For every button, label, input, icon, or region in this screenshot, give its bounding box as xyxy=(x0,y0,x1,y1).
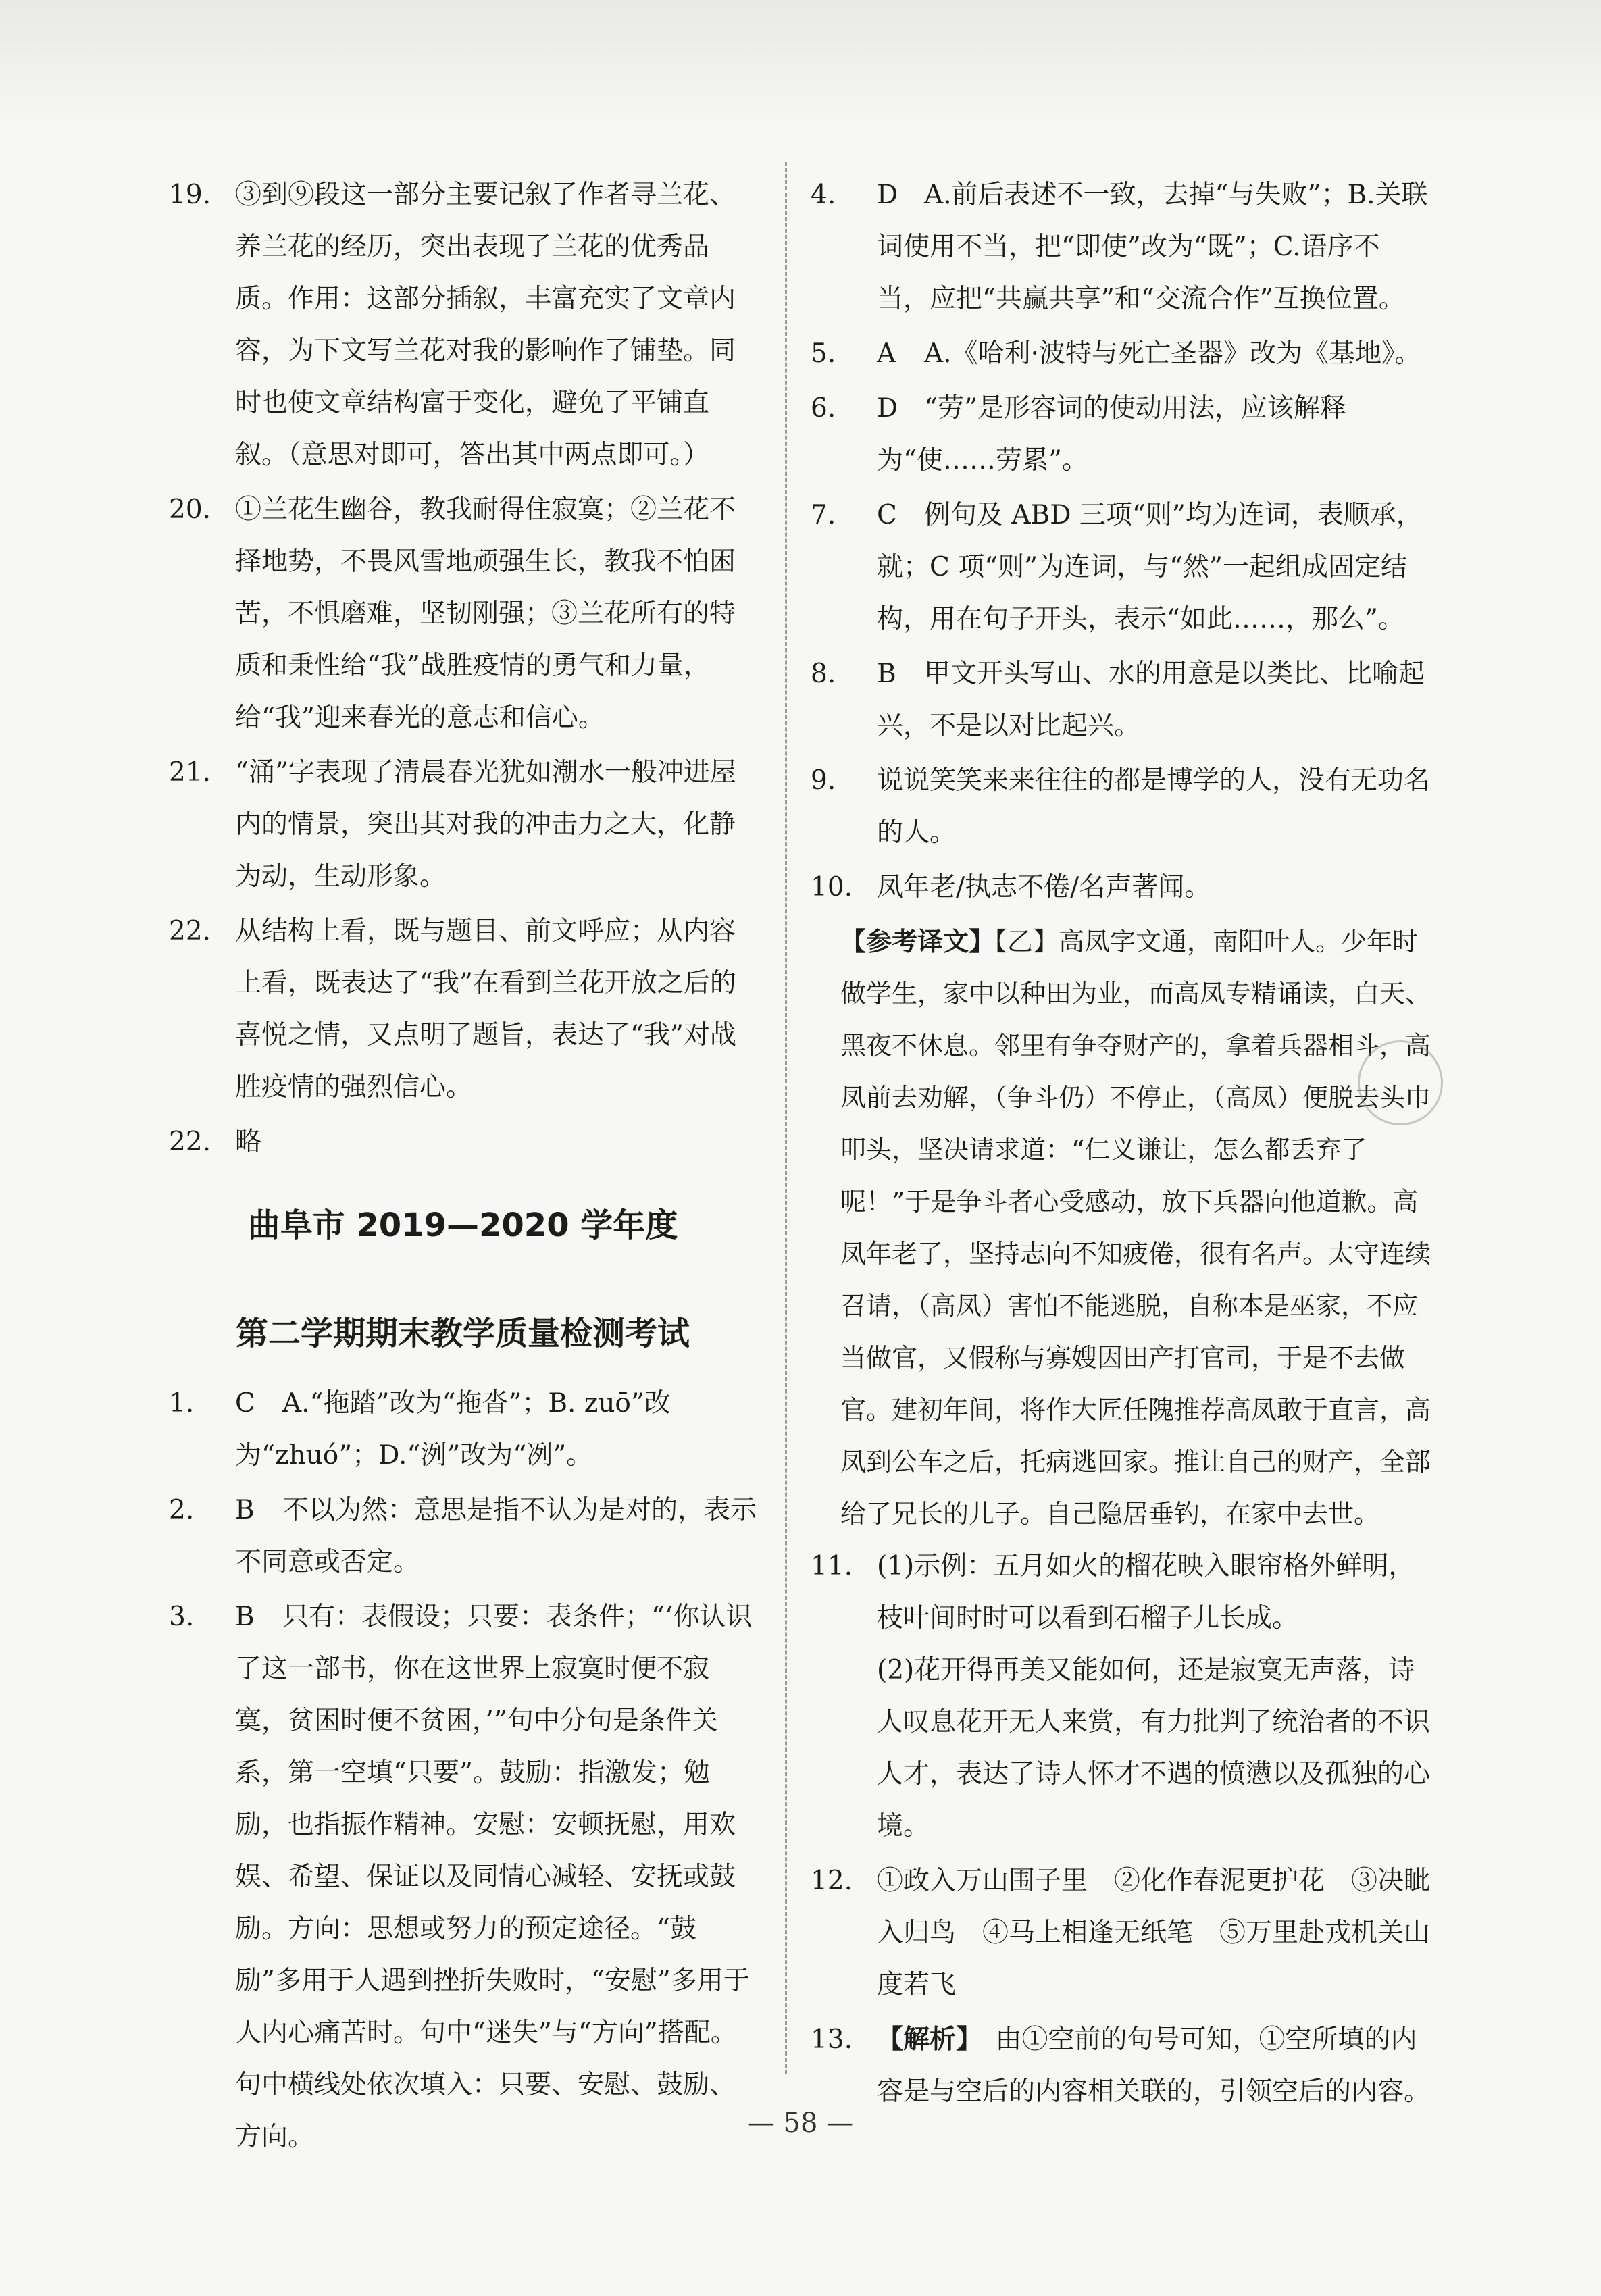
answer-choice: B xyxy=(877,659,896,689)
answer-3 xyxy=(169,1591,757,2163)
item-text: “涌”字表现了清晨春光犹如潮水一般冲进屋内的情景，突出其对我的冲击力之大，化静为动，生动形象。 xyxy=(235,757,736,892)
item-text: 由①空前的句号可知，①空所填的内容是与空后的内容相关联的，引领空后的内容。 xyxy=(877,2024,1431,2107)
item-number: 3. xyxy=(169,1602,195,1632)
item-number: 4. xyxy=(811,180,836,210)
item-number: 12. xyxy=(811,1866,853,1896)
watermark-stamp xyxy=(1358,1040,1443,1125)
item-number: 6. xyxy=(811,393,836,424)
column-divider xyxy=(785,162,787,2074)
answer-choice: C xyxy=(877,500,897,530)
item-text: 甲文开头写山、水的用意是以类比、比喻起兴，不是以对比起兴。 xyxy=(877,659,1425,741)
answer-choice: D xyxy=(877,180,898,210)
item-number: 2. xyxy=(169,1495,195,1525)
item-text: 只有：表假设；只要：表条件；“‘你认识了这一部书，你在这世界上寂寞时便不寂寞，贫困时便不贫困，’”句中分句是条件关系，第一空填“只要”。鼓励：指激发；勉励，也指振作精神。安慰：安顿抚慰，用欢娱、希望、保证以及同情心减轻、安抚或鼓励。方向：思想或努力的预定途径。“鼓励”多用于人遇到挫折失败时，“安慰”多用于人内心痛苦时。句中“迷失”与“方向”搭配。句中横线处依次填入：只要、安慰、鼓励、方向。 xyxy=(235,1602,753,2152)
reference-translation xyxy=(811,916,1432,1540)
item-number: 20. xyxy=(169,494,211,525)
answer-2 xyxy=(169,1484,757,1588)
section-title-year: 曲阜市 2019—2020 学年度 xyxy=(247,1206,678,1244)
item-text: 略 xyxy=(235,1127,262,1157)
answer-5 xyxy=(811,328,1432,380)
answer-6 xyxy=(811,382,1432,486)
answer-9 xyxy=(811,755,1432,859)
item-text: 说说笑笑来来往往的都是博学的人，没有无功名的人。 xyxy=(877,765,1431,848)
item-text: 凤年老/执志不倦/名声著闻。 xyxy=(877,872,1211,902)
answer-8 xyxy=(811,648,1432,752)
answer-21 xyxy=(169,746,757,902)
item-number: 21. xyxy=(169,757,211,788)
answer-1 xyxy=(169,1377,757,1481)
translation-text: 【乙】高凤字文通，南阳叶人。少年时做学生，家中以种田为业，而高凤专精诵读，白天、黑夜不休息。邻里有争夺财产的，拿着兵器相斗，高凤前去劝解，（争斗仍）不停止，（高凤）便脱去头巾叩头，坚决请求道：“仁义谦让，怎么都丢弃了呢！”于是争斗者心受感动，放下兵器向他道歉。高凤年老了，坚持志向不知疲倦，很有名声。太守连续召请，（高凤）害怕不能逃脱，自称本是巫家，不应当做官，又假称与寡嫂因田产打官司，于是不去做官。建初年间，将作大匠任隗推荐高凤敢于直言，高凤到公车之后，托病逃回家。推让自己的财产，全部给了兄长的儿子。自己隐居垂钓，在家中去世。 xyxy=(840,927,1431,1529)
left-column xyxy=(169,169,757,2166)
answer-7 xyxy=(811,489,1432,645)
item-number: 1. xyxy=(169,1388,195,1419)
page-number: — 58 — xyxy=(747,2108,854,2139)
answer-choice: D xyxy=(877,393,898,424)
item-text: 例句及 ABD 三项“则”均为连词，表顺承，就；C 项“则”为连词，与“然”一起组成固定结构，用在句子开头，表示“如此……，那么”。 xyxy=(877,500,1423,634)
item-text-2: (2)花开得再美又能如何，还是寂寞无声落，诗人叹息花开无人来赏，有力批判了统治者的不识人才，表达了诗人怀才不遇的愤懑以及孤独的心境。 xyxy=(877,1655,1431,1841)
item-text: “劳”是形容词的使动用法，应该解释为“使……劳累”。 xyxy=(877,393,1346,476)
answer-20 xyxy=(169,484,757,744)
answer-12 xyxy=(811,1855,1432,2011)
item-number: 9. xyxy=(811,765,836,796)
analysis-tag: 【解析】 xyxy=(877,2024,969,2055)
answer-4 xyxy=(811,169,1432,325)
item-text: (1)示例：五月如火的榴花映入眼帘格外鲜明，枝叶间时时可以看到石榴子儿长成。 xyxy=(877,1551,1415,1633)
answer-11 xyxy=(811,1540,1432,1852)
answer-19 xyxy=(169,169,757,481)
answer-choice: C xyxy=(235,1388,255,1419)
answer-22 xyxy=(169,905,757,1113)
answer-13 xyxy=(811,2014,1432,2118)
item-text: 不以为然：意思是指不认为是对的，表示不同意或否定。 xyxy=(235,1495,757,1577)
section-title-exam: 第二学期期末教学质量检测考试 xyxy=(235,1315,690,1352)
item-text: 从结构上看，既与题目、前文呼应；从内容上看，既表达了“我”在看到兰花开放之后的喜悦之情，又点明了题旨，表达了“我”对战胜疫情的强烈信心。 xyxy=(235,916,736,1102)
item-text: ①政入万山围子里 ②化作春泥更护花 ③决眦入归鸟 ④马上相逢无纸笔 ⑤万里赴戎机关山度若飞 xyxy=(877,1866,1431,2000)
item-text: A.前后表述不一致，去掉“与失败”；B.关联词使用不当，把“即使”改为“既”；C.语序不当，应把“共赢共享”和“交流合作”互换位置。 xyxy=(877,180,1428,314)
item-text: A.“拖踏”改为“拖沓”；B. zuō”改为“zhuó”；D.“洌”改为“冽”。 xyxy=(235,1388,671,1471)
item-text: ①兰花生幽谷，教我耐得住寂寞；②兰花不择地势，不畏风雪地顽强生长，教我不怕困苦，不惧磨难，坚韧刚强；③兰花所有的特质和秉性给“我”战胜疫情的勇气和力量，给“我”迎来春光的意志和信心。 xyxy=(235,494,736,733)
translation-tag: 【参考译文】 xyxy=(840,927,995,956)
item-text: A.《哈利·波特与死亡圣器》改为《基地》。 xyxy=(924,338,1421,369)
item-number: 22. xyxy=(169,1127,211,1157)
item-text: ③到⑨段这一部分主要记叙了作者寻兰花、养兰花的经历，突出表现了兰花的优秀品质。作用：这部分插叙，丰富充实了文章内容，为下文写兰花对我的影响作了铺垫。同时也使文章结构富于变化，避免了平铺直叙。（意思对即可，答出其中两点即可。） xyxy=(235,180,736,470)
item-number: 10. xyxy=(811,872,853,902)
item-number: 11. xyxy=(811,1551,853,1581)
item-number: 5. xyxy=(811,338,836,369)
item-number: 13. xyxy=(811,2024,853,2055)
item-number: 19. xyxy=(169,180,211,210)
item-number: 22. xyxy=(169,916,211,946)
item-number: 8. xyxy=(811,659,836,689)
answer-choice: A xyxy=(877,338,896,369)
answer-choice: B xyxy=(235,1495,255,1525)
item-number: 7. xyxy=(811,500,836,530)
right-column xyxy=(811,169,1432,2120)
answer-10 xyxy=(811,861,1432,913)
answer-22b xyxy=(169,1116,757,1168)
answer-choice: B xyxy=(235,1602,255,1632)
page-shadow xyxy=(0,0,1601,135)
